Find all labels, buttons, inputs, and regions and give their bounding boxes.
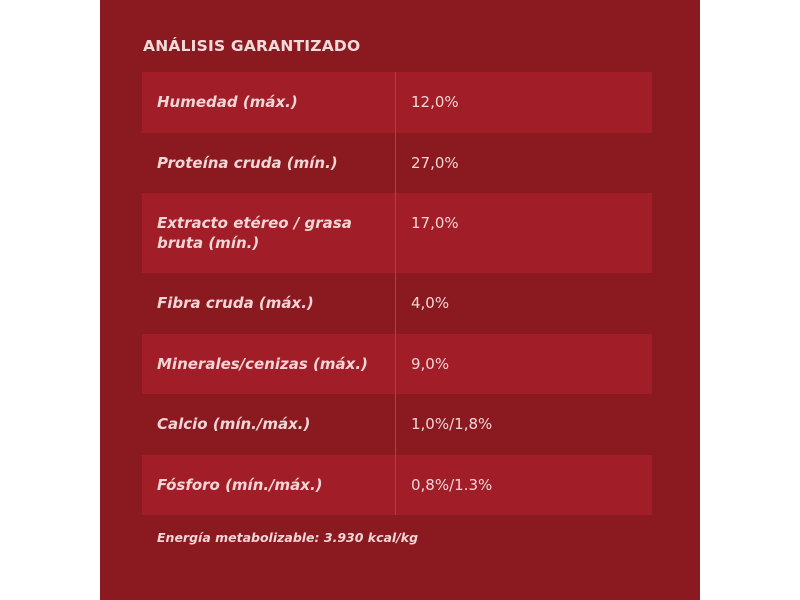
table-row-fosforo — [142, 455, 652, 516]
row-label: Humedad (máx.) — [142, 72, 396, 133]
row-value: 12,0% — [411, 93, 459, 111]
row-value: 9,0% — [411, 354, 450, 373]
row-label: Minerales/cenizas (máx.) — [142, 334, 396, 395]
energy-footnote: Energía metabolizable: 3.930 kcal/kg — [157, 530, 419, 545]
row-value: 4,0% — [411, 294, 450, 312]
table-row-proteina — [142, 133, 652, 194]
row-label: Fósforo (mín./máx.) — [142, 455, 396, 516]
row-value: 1,0%/1,8% — [411, 415, 493, 433]
row-label: Extracto etéreo / grasa bruta (mín.) — [142, 193, 396, 273]
row-label: Calcio (mín./máx.) — [142, 394, 396, 455]
table-row-calcio — [142, 394, 652, 455]
analysis-panel — [100, 0, 700, 600]
table-row-fibra — [142, 273, 652, 334]
row-value: 17,0% — [411, 214, 459, 232]
row-value: 0,8%/1.3% — [411, 475, 493, 494]
panel-title: ANÁLISIS GARANTIZADO — [143, 37, 361, 55]
row-label: Fibra cruda (máx.) — [142, 273, 396, 334]
table-row-minerales — [142, 334, 652, 395]
row-value: 27,0% — [411, 153, 459, 172]
table-row-extracto — [142, 193, 652, 273]
row-label: Proteína cruda (mín.) — [142, 133, 396, 194]
table-row-humedad — [142, 72, 652, 133]
analysis-table — [142, 72, 652, 515]
